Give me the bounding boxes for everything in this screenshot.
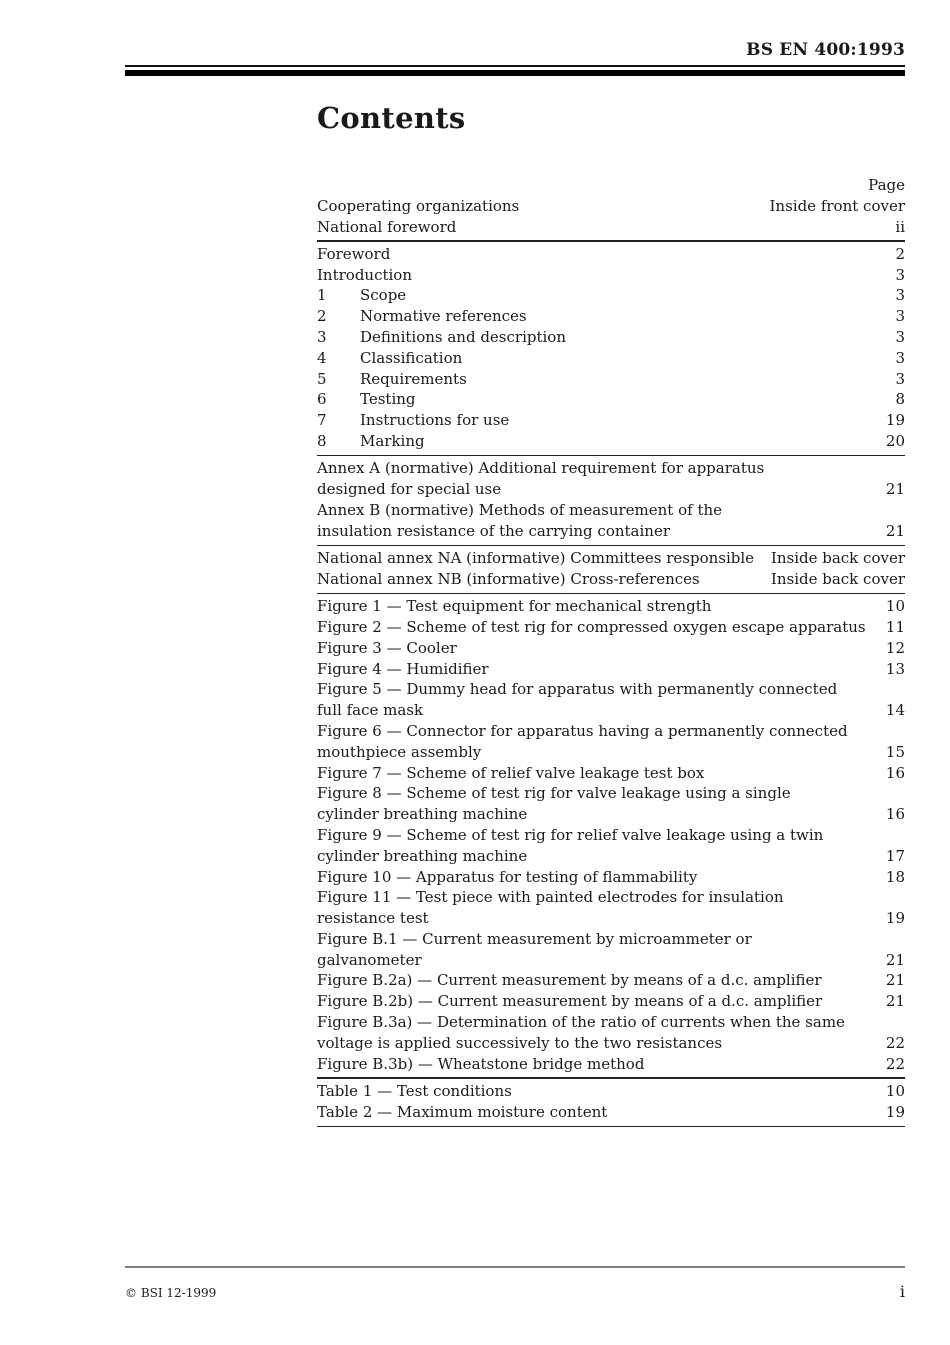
toc-entry-line xyxy=(317,991,905,1012)
toc-entry xyxy=(317,500,905,542)
toc-entry xyxy=(317,659,905,680)
toc-entry-label: Figure 11 — Test piece with painted electrodes for insulation xyxy=(317,888,784,907)
toc-entry-page: 21 xyxy=(885,971,905,990)
toc-entry-line xyxy=(317,783,905,804)
toc-entry xyxy=(317,369,905,390)
copyright-notice: © BSI 12-1999 xyxy=(125,1286,217,1300)
toc-entry-line xyxy=(317,617,905,638)
toc-entry-page: 10 xyxy=(885,597,905,616)
toc-entry-line xyxy=(317,431,905,452)
toc-entry-label: Figure 4 — Humidifier xyxy=(317,659,489,678)
toc-entry xyxy=(317,327,905,348)
toc-entry-page: 22 xyxy=(885,1033,905,1052)
toc-entry xyxy=(317,265,905,286)
toc-entry-line xyxy=(317,887,905,908)
toc-entry-page: 16 xyxy=(885,805,905,824)
toc-entry-line xyxy=(317,265,905,286)
toc-entry-label: National annex NA (informative) Committees responsible xyxy=(317,549,755,568)
toc-entry-label: National annex NB (informative) Cross-references xyxy=(317,569,700,588)
toc-entry-line xyxy=(317,569,905,590)
toc-entry-line xyxy=(317,1102,905,1123)
toc-entry-label: Table 1 — Test conditions xyxy=(317,1081,512,1100)
toc-entry xyxy=(317,431,905,452)
page-content xyxy=(125,0,905,1129)
toc-entry-label: National foreword xyxy=(317,217,457,236)
toc-entry-label: Cooperating organizations xyxy=(317,196,520,215)
toc-entry-label: Requirements xyxy=(360,369,467,388)
folio-page-number: i xyxy=(899,1282,905,1301)
toc-entry-line xyxy=(317,306,905,327)
page-footer xyxy=(125,1266,905,1301)
toc-entry-label: voltage is applied successively to the two resistances xyxy=(317,1033,723,1052)
toc-entry-line xyxy=(317,1081,905,1102)
toc-entry-line xyxy=(317,217,905,238)
toc-separator-rule xyxy=(317,240,905,242)
toc-entry-line xyxy=(317,1054,905,1075)
toc-entry-label: Figure 9 — Scheme of test rig for relief valve leakage using a twin xyxy=(317,825,824,844)
toc-entry-number: 4 xyxy=(317,348,327,367)
footer-row xyxy=(125,1282,905,1301)
toc-entry-label: Definitions and description xyxy=(360,328,566,347)
toc-entry-line xyxy=(317,1033,905,1054)
toc-entry-page: 3 xyxy=(895,348,905,367)
toc-entry-line xyxy=(317,596,905,617)
toc-entry-label: Classification xyxy=(360,348,463,367)
toc-entry xyxy=(317,867,905,888)
toc-entry-line xyxy=(317,763,905,784)
toc-entry-label: Figure B.1 — Current measurement by microammeter or xyxy=(317,929,752,948)
toc-entry-label: resistance test xyxy=(317,909,429,928)
toc-entry xyxy=(317,887,905,929)
toc-entry-page: 14 xyxy=(885,701,905,720)
toc-entry-line xyxy=(317,410,905,431)
toc-entry-line xyxy=(317,970,905,991)
footer-rule xyxy=(125,1266,905,1268)
toc-entry-page: Inside front cover xyxy=(769,196,905,215)
document-reference: BS EN 400:1993 xyxy=(746,40,905,60)
toc-entry-line xyxy=(317,867,905,888)
toc-entry xyxy=(317,348,905,369)
toc-entry-label: Figure 6 — Connector for apparatus having a permanently connected xyxy=(317,721,848,740)
toc-entry-line xyxy=(317,285,905,306)
toc-entry-page: 15 xyxy=(885,742,905,761)
toc-entry-page: 10 xyxy=(885,1081,905,1100)
toc-entry-number: 2 xyxy=(317,307,327,326)
toc-entry-page: 13 xyxy=(885,659,905,678)
toc-entry-page: 18 xyxy=(885,867,905,886)
toc-entry xyxy=(317,196,905,217)
toc-entry-page: 3 xyxy=(895,286,905,305)
toc-entry-line xyxy=(317,721,905,742)
toc-entry-line xyxy=(317,846,905,867)
toc-entry-page: 21 xyxy=(885,521,905,540)
toc-entry-number: 5 xyxy=(317,369,327,388)
toc-entry-line xyxy=(317,804,905,825)
toc-entry-line xyxy=(317,348,905,369)
toc-entry xyxy=(317,1081,905,1102)
toc-entry-label: Testing xyxy=(360,390,416,409)
table-of-contents xyxy=(317,175,905,1127)
toc-entry-line xyxy=(317,548,905,569)
toc-entry-page: 3 xyxy=(895,265,905,284)
toc-entry-page: 17 xyxy=(885,846,905,865)
toc-entry-line xyxy=(317,458,905,479)
toc-separator-rule xyxy=(317,455,905,457)
toc-entry-label: Table 2 — Maximum moisture content xyxy=(317,1102,608,1121)
toc-entry-line xyxy=(317,521,905,542)
toc-entry xyxy=(317,638,905,659)
toc-entry xyxy=(317,596,905,617)
toc-entry-label: designed for special use xyxy=(317,480,502,499)
toc-entry-line xyxy=(317,1012,905,1033)
toc-entry xyxy=(317,721,905,763)
toc-entry-label: Instructions for use xyxy=(360,411,510,430)
page-title: Contents xyxy=(317,101,466,135)
toc-entry-label: Figure 3 — Cooler xyxy=(317,638,457,657)
header-rule-thin xyxy=(125,65,905,67)
toc-entry-page: 21 xyxy=(885,480,905,499)
toc-entry-number: 1 xyxy=(317,286,327,305)
toc-separator-rule xyxy=(317,545,905,547)
toc-entry xyxy=(317,548,905,569)
toc-entry xyxy=(317,244,905,265)
toc-entry xyxy=(317,617,905,638)
toc-entry xyxy=(317,783,905,825)
toc-entry-label: Foreword xyxy=(317,244,391,263)
toc-entry-line xyxy=(317,196,905,217)
toc-entry-label: Marking xyxy=(360,432,425,451)
toc-entry-page: ii xyxy=(895,217,905,236)
toc-entry-line xyxy=(317,389,905,410)
toc-entry-page: 11 xyxy=(885,617,905,636)
toc-entry-label: full face mask xyxy=(317,701,424,720)
toc-entry-number: 3 xyxy=(317,328,327,347)
toc-entry-line xyxy=(317,244,905,265)
toc-entry xyxy=(317,970,905,991)
toc-entry-label: Introduction xyxy=(317,265,412,284)
toc-entry-page: 3 xyxy=(895,307,905,326)
toc-entry xyxy=(317,389,905,410)
header-rule-thick xyxy=(125,70,905,76)
toc-entry xyxy=(317,410,905,431)
contents-block xyxy=(317,101,905,1127)
toc-entry-line xyxy=(317,908,905,929)
toc-entry-number: 8 xyxy=(317,432,327,451)
toc-entry-line xyxy=(317,700,905,721)
toc-entry-label: insulation resistance of the carrying container xyxy=(317,521,670,540)
toc-entry-label: Annex A (normative) Additional requirement for apparatus xyxy=(317,459,765,478)
toc-entry xyxy=(317,679,905,721)
toc-entry-page: 8 xyxy=(895,390,905,409)
toc-entry-line xyxy=(317,929,905,950)
toc-separator-rule xyxy=(317,1077,905,1079)
toc-entry-label: Figure B.2a) — Current measurement by means of a d.c. amplifier xyxy=(317,971,822,990)
toc-entry xyxy=(317,285,905,306)
toc-entry-page: 12 xyxy=(885,638,905,657)
toc-entry-label: Figure 7 — Scheme of relief valve leakage test box xyxy=(317,763,705,782)
toc-entry xyxy=(317,825,905,867)
toc-entry-label: galvanometer xyxy=(317,950,422,969)
toc-entry-label: Figure 1 — Test equipment for mechanical strength xyxy=(317,597,712,616)
toc-entry-line xyxy=(317,369,905,390)
toc-entry-number: 7 xyxy=(317,411,327,430)
toc-separator-rule xyxy=(317,593,905,595)
toc-entry-page: 3 xyxy=(895,328,905,347)
toc-entry xyxy=(317,763,905,784)
toc-entry xyxy=(317,1102,905,1123)
toc-entry-page: 2 xyxy=(895,244,905,263)
toc-entry-line xyxy=(317,638,905,659)
toc-entry xyxy=(317,929,905,971)
toc-entry-label: Figure B.3b) — Wheatstone bridge method xyxy=(317,1054,645,1073)
toc-entry-label: mouthpiece assembly xyxy=(317,742,482,761)
toc-entry-label: Annex B (normative) Methods of measurement of the xyxy=(317,500,723,519)
toc-entry-line xyxy=(317,679,905,700)
toc-entry xyxy=(317,1054,905,1075)
toc-list xyxy=(317,196,905,1127)
toc-entry-label: Normative references xyxy=(360,307,527,326)
toc-entry-page: 22 xyxy=(885,1054,905,1073)
toc-entry-page: 21 xyxy=(885,950,905,969)
toc-entry-line xyxy=(317,950,905,971)
toc-entry-page: Inside back cover xyxy=(770,549,905,568)
toc-entry xyxy=(317,458,905,500)
toc-entry xyxy=(317,217,905,238)
toc-entry-label: Figure 5 — Dummy head for apparatus with permanently connected xyxy=(317,680,838,699)
toc-entry-page: 21 xyxy=(885,992,905,1011)
toc-entry-page: 19 xyxy=(885,1102,905,1121)
toc-entry-page: 3 xyxy=(895,369,905,388)
toc-entry-line xyxy=(317,500,905,521)
toc-entry-label: cylinder breathing machine xyxy=(317,846,528,865)
toc-entry xyxy=(317,991,905,1012)
toc-entry-page: 19 xyxy=(885,411,905,430)
toc-entry-line xyxy=(317,742,905,763)
toc-entry-label: Figure B.2b) — Current measurement by means of a d.c. amplifier xyxy=(317,992,823,1011)
page-column-header: Page xyxy=(868,176,905,194)
toc-entry-number: 6 xyxy=(317,390,327,409)
toc-entry-line xyxy=(317,825,905,846)
toc-entry-line xyxy=(317,659,905,680)
toc-entry-page: 19 xyxy=(885,909,905,928)
toc-entry xyxy=(317,306,905,327)
toc-entry-label: cylinder breathing machine xyxy=(317,805,528,824)
toc-entry-label: Figure B.3a) — Determination of the ratio of currents when the same xyxy=(317,1013,845,1032)
toc-entry-label: Figure 8 — Scheme of test rig for valve leakage using a single xyxy=(317,784,791,803)
toc-entry-page: 16 xyxy=(885,763,905,782)
toc-entry-line xyxy=(317,327,905,348)
toc-entry-label: Scope xyxy=(360,286,407,305)
toc-entry-page: 20 xyxy=(885,432,905,451)
toc-entry-label: Figure 10 — Apparatus for testing of flammability xyxy=(317,867,698,886)
toc-entry-line xyxy=(317,479,905,500)
toc-entry xyxy=(317,569,905,590)
toc-separator-rule xyxy=(317,1126,905,1128)
toc-entry xyxy=(317,1012,905,1054)
toc-entry-label: Figure 2 — Scheme of test rig for compressed oxygen escape apparatus xyxy=(317,617,866,636)
toc-entry-page: Inside back cover xyxy=(770,569,905,588)
